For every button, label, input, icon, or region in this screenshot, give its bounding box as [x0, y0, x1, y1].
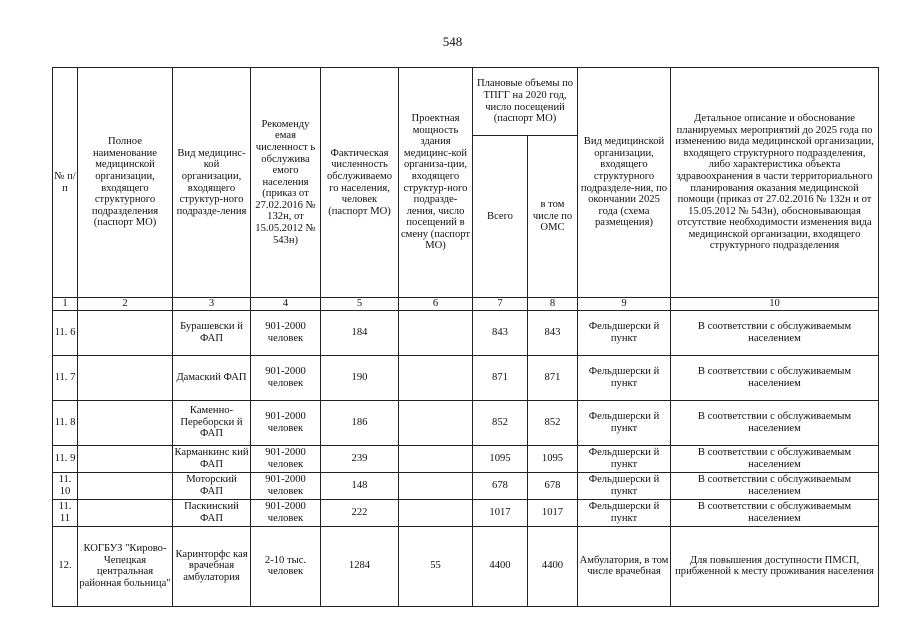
- column-number: 2: [78, 298, 173, 311]
- org-type: Моторский ФАП: [173, 472, 251, 499]
- header-capacity: Проектная мощность здания медицинс-кой организа-ции, входящего структур-ного подразде-ления, число посещений в смену (паспорт МО): [399, 68, 473, 298]
- row-number: 11. 9: [53, 445, 78, 472]
- header-actual-population: Фактическая численность обслуживаемо го населения, человек (паспорт МО): [321, 68, 399, 298]
- column-number: 5: [321, 298, 399, 311]
- total-visits: 871: [473, 355, 528, 400]
- column-number: 8: [528, 298, 578, 311]
- org-name: [78, 310, 173, 355]
- org-type: Каринторфс кая врачебная амбулатория: [173, 526, 251, 606]
- row-number: 11. 6: [53, 310, 78, 355]
- type-2025: Фельдшерски й пункт: [578, 310, 671, 355]
- column-number: 9: [578, 298, 671, 311]
- org-type: Бурашевски й ФАП: [173, 310, 251, 355]
- description: В соответствии с обслуживаемым населением: [671, 472, 879, 499]
- description: В соответствии с обслуживаемым населением: [671, 355, 879, 400]
- actual-population: 1284: [321, 526, 399, 606]
- row-number: 12.: [53, 526, 78, 606]
- header-organization: Полное наименование медицинской организации, входящего структурного подразделения (паспорт МО): [78, 68, 173, 298]
- header-oms: в том числе по ОМС: [528, 136, 578, 298]
- header-recommended-population: Рекоменду емая численност ь обслужива емого населения (приказ от 27.02.2016 № 132н, от 15.05.2012 № 543н): [251, 68, 321, 298]
- total-visits: 843: [473, 310, 528, 355]
- recommended-population: 901-2000 человек: [251, 472, 321, 499]
- total-visits: 4400: [473, 526, 528, 606]
- actual-population: 222: [321, 499, 399, 526]
- column-number: 1: [53, 298, 78, 311]
- table-row: [53, 499, 879, 526]
- total-visits: 1095: [473, 445, 528, 472]
- table-row: [53, 355, 879, 400]
- org-type: Каменно-Переборски й ФАП: [173, 400, 251, 445]
- org-name: КОГБУЗ "Кирово-Чепецкая центральная районная больница": [78, 526, 173, 606]
- description: Для повышения доступности ПМСП, прибженной к месту проживания населения: [671, 526, 879, 606]
- capacity: [399, 355, 473, 400]
- oms-visits: 843: [528, 310, 578, 355]
- total-visits: 852: [473, 400, 528, 445]
- actual-population: 190: [321, 355, 399, 400]
- oms-visits: 678: [528, 472, 578, 499]
- row-number: 11. 11: [53, 499, 78, 526]
- header-number: № п/п: [53, 68, 78, 298]
- description: В соответствии с обслуживаемым населением: [671, 310, 879, 355]
- actual-population: 186: [321, 400, 399, 445]
- column-number: 10: [671, 298, 879, 311]
- recommended-population: 901-2000 человек: [251, 355, 321, 400]
- planning-table: [52, 67, 879, 607]
- table-row: [53, 310, 879, 355]
- org-type: Паскинский ФАП: [173, 499, 251, 526]
- recommended-population: 901-2000 человек: [251, 310, 321, 355]
- type-2025: Фельдшерски й пункт: [578, 499, 671, 526]
- type-2025: Фельдшерски й пункт: [578, 445, 671, 472]
- org-name: [78, 400, 173, 445]
- recommended-population: 2-10 тыс. человек: [251, 526, 321, 606]
- org-type: Карманкинс кий ФАП: [173, 445, 251, 472]
- org-type: Дамаский ФАП: [173, 355, 251, 400]
- header-type-2025: Вид медицинской организации, входящего структурного подразделе-ния, по окончании 2025 года (схема размещения): [578, 68, 671, 298]
- oms-visits: 852: [528, 400, 578, 445]
- column-number: 7: [473, 298, 528, 311]
- oms-visits: 1095: [528, 445, 578, 472]
- type-2025: Фельдшерски й пункт: [578, 355, 671, 400]
- description: В соответствии с обслуживаемым населением: [671, 499, 879, 526]
- table-row: [53, 445, 879, 472]
- oms-visits: 871: [528, 355, 578, 400]
- description: В соответствии с обслуживаемым населением: [671, 400, 879, 445]
- recommended-population: 901-2000 человек: [251, 400, 321, 445]
- header-description: Детальное описание и обоснование планируемых мероприятий до 2025 года по изменению вида медицинской организации, входящего структурного подразделения, либо характеристика объекта здравоохранения в части территориального планирования оказания медицинской помощи (приказ от 27.02.2016 № 132н и от 15.05.2012 № 543н), обосновывающая отсутствие необходимости изменения вида медицинской организации, входящего структурного подразделения: [671, 68, 879, 298]
- capacity: [399, 310, 473, 355]
- org-name: [78, 355, 173, 400]
- org-name: [78, 472, 173, 499]
- row-number: 11. 10: [53, 472, 78, 499]
- description: В соответствии с обслуживаемым населением: [671, 445, 879, 472]
- org-name: [78, 445, 173, 472]
- total-visits: 1017: [473, 499, 528, 526]
- type-2025: Амбулатория, в том числе врачебная: [578, 526, 671, 606]
- type-2025: Фельдшерски й пункт: [578, 400, 671, 445]
- header-total: Всего: [473, 136, 528, 298]
- oms-visits: 1017: [528, 499, 578, 526]
- table-row: [53, 400, 879, 445]
- actual-population: 148: [321, 472, 399, 499]
- capacity: [399, 499, 473, 526]
- actual-population: 239: [321, 445, 399, 472]
- header-planned-volumes: Плановые объемы по ТПГГ на 2020 год, число посещений (паспорт МО): [473, 68, 578, 136]
- total-visits: 678: [473, 472, 528, 499]
- type-2025: Фельдшерски й пункт: [578, 472, 671, 499]
- capacity: [399, 472, 473, 499]
- capacity: [399, 445, 473, 472]
- oms-visits: 4400: [528, 526, 578, 606]
- column-number: 4: [251, 298, 321, 311]
- column-number: 6: [399, 298, 473, 311]
- org-name: [78, 499, 173, 526]
- recommended-population: 901-2000 человек: [251, 445, 321, 472]
- page-number: 548: [442, 34, 463, 49]
- header-org-type: Вид медицинс-кой организации, входящего структур-ного подразде-ления: [173, 68, 251, 298]
- table-row: [53, 472, 879, 499]
- row-number: 11. 7: [53, 355, 78, 400]
- recommended-population: 901-2000 человек: [251, 499, 321, 526]
- row-number: 11. 8: [53, 400, 78, 445]
- table-row: [53, 526, 879, 606]
- column-number: 3: [173, 298, 251, 311]
- capacity: 55: [399, 526, 473, 606]
- actual-population: 184: [321, 310, 399, 355]
- capacity: [399, 400, 473, 445]
